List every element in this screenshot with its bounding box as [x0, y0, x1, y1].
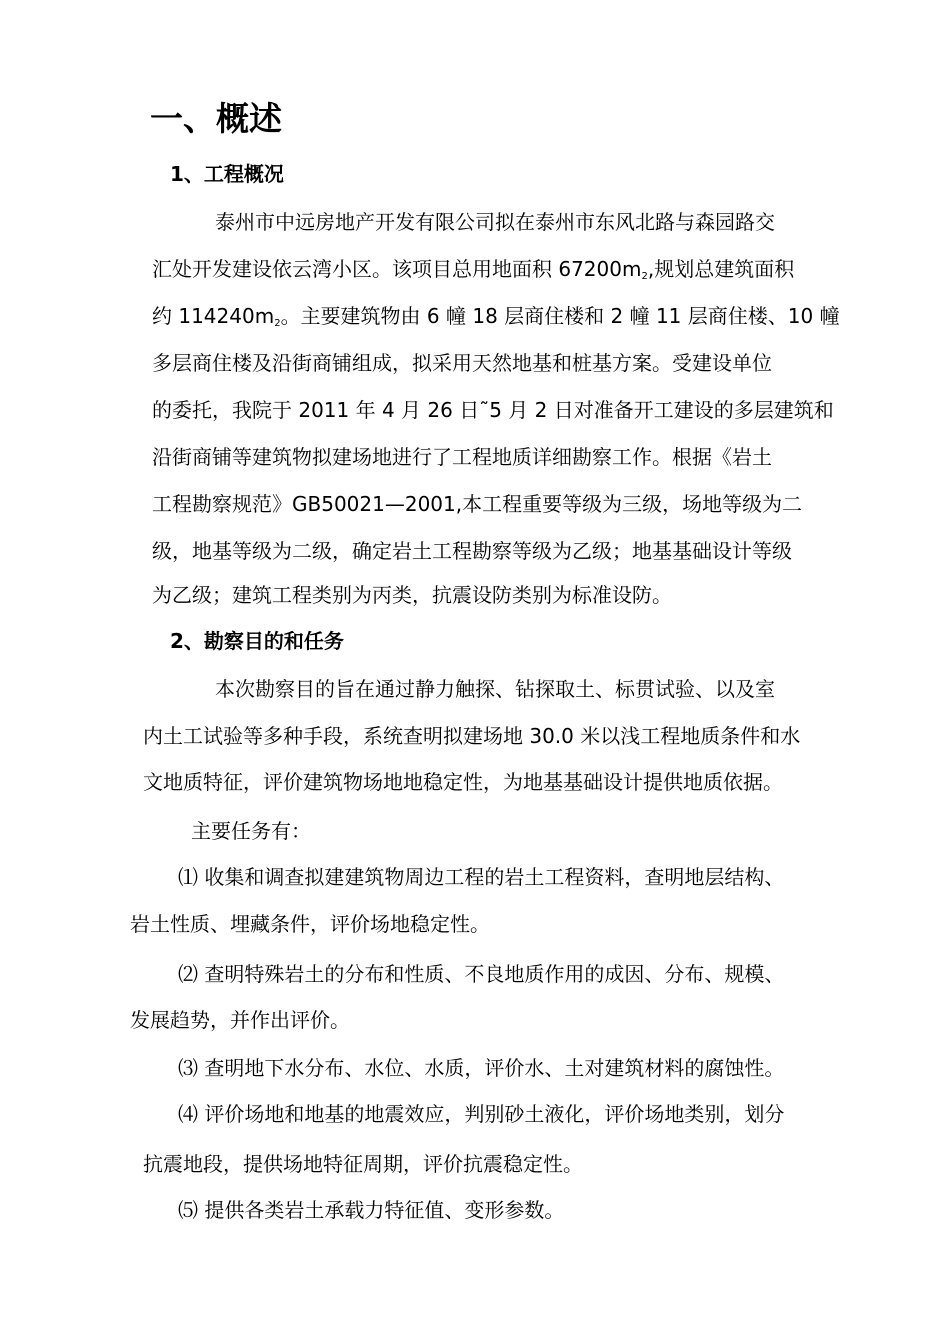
task-item-4-line-2: 抗震地段，提供场地特征周期，评价抗震稳定性。: [143, 1152, 583, 1176]
overview-line-3: 约 $114240m_2$。主要建筑物由 6 幢 18 层商住楼和 2 幢 11 层商住楼、10 幢: [152, 304, 840, 329]
task-item-2-line-2: 发展趋势，并作出评价。: [130, 1008, 350, 1032]
task-item-1-line-2: 岩土性质、埋藏条件，评价场地稳定性。: [130, 912, 490, 936]
task-item-1-line-1: ⑴ 收集和调查拟建建筑物周边工程的岩土工程资料，查明地层结构、: [178, 865, 785, 889]
task-item-5-line-1: ⑸ 提供各类岩土承载力特征值、变形参数。: [178, 1198, 565, 1222]
overview-line-2: 汇处开发建设依云湾小区。该项目总用地面积 $67200m_2$,规划总建筑面积: [152, 257, 795, 282]
overview-line-7: 工程勘察规范》GB50021—2001,本工程重要等级为三级，场地等级为二: [152, 492, 803, 516]
overview-line-6: 沿街商铺等建筑物拟建场地进行了工程地质详细勘察工作。根据《岩土: [152, 445, 772, 469]
task-item-3-line-1: ⑶ 查明地下水分布、水位、水质，评价水、土对建筑材料的腐蚀性。: [178, 1056, 785, 1080]
task-item-4-line-1: ⑷ 评价场地和地基的地震效应，判别砂土液化，评价场地类别，划分: [178, 1102, 785, 1126]
purpose-line-1: 本次勘察目的旨在通过静力触探、钻探取土、标贯试验、以及室: [215, 677, 775, 701]
chapter-title: 一、概述: [150, 99, 282, 138]
overview-line-4: 多层商住楼及沿街商铺组成，拟采用天然地基和桩基方案。受建设单位: [152, 351, 772, 375]
task-item-2-line-1: ⑵ 查明特殊岩土的分布和性质、不良地质作用的成因、分布、规模、: [178, 962, 785, 986]
purpose-line-2: 内土工试验等多种手段，系统查明拟建场地 30.0 米以浅工程地质条件和水: [143, 724, 801, 748]
overview-line-1: 泰州市中远房地产开发有限公司拟在泰州市东风北路与森园路交: [215, 210, 775, 234]
overview-line-5: 的委托，我院于 2011 年 4 月 26 日˜5 月 2 日对准备开工建设的多层建筑和: [152, 398, 834, 422]
section-heading-purpose-and-tasks: 2、勘察目的和任务: [170, 629, 344, 653]
tasks-heading: 主要任务有：: [191, 819, 311, 843]
overview-line-8: 级，地基等级为二级，确定岩土工程勘察等级为乙级；地基基础设计等级: [152, 539, 792, 563]
purpose-line-3: 文地质特征，评价建筑物场地地稳定性，为地基基础设计提供地质依据。: [143, 770, 783, 794]
section-heading-project-overview: 1、工程概况: [170, 162, 284, 186]
overview-line-9: 为乙级；建筑工程类别为丙类，抗震设防类别为标准设防。: [152, 583, 672, 607]
